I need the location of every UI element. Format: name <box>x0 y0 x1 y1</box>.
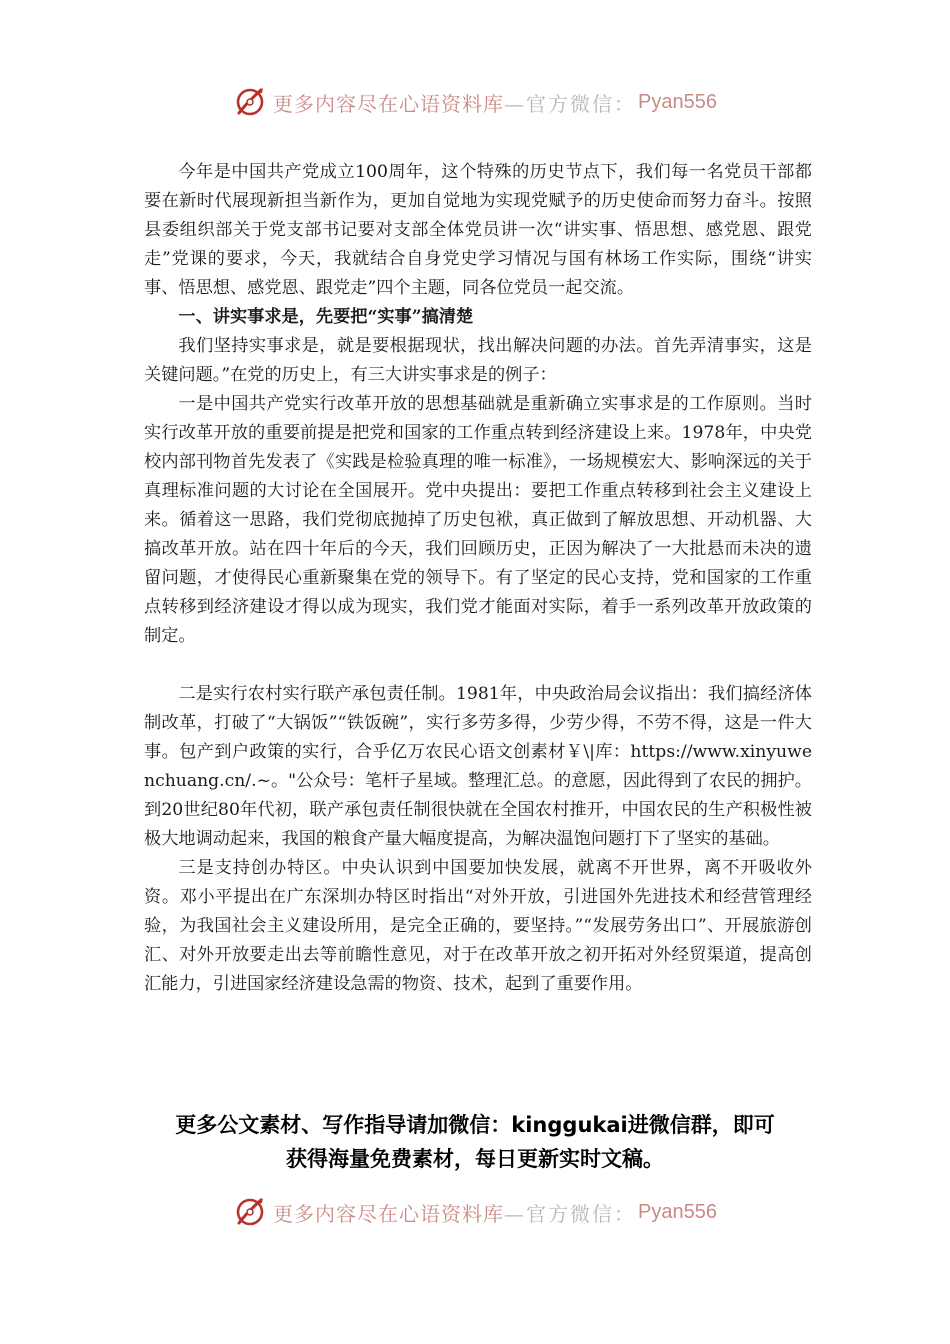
promo-block <box>140 1108 810 1176</box>
promo-line: 更多公文素材、写作指导请加微信：kinggukai进微信群，即可 <box>175 1113 775 1137</box>
document-body <box>144 158 812 999</box>
banner-wechat-label: —官方微信： <box>504 1201 637 1226</box>
footer-banner <box>0 1192 950 1232</box>
pen-circle-logo-icon <box>233 85 267 119</box>
body-paragraph: 三是支持创办特区。中央认识到中国要加快发展，就离不开世界，离不开吸收外资。邓小平提出在广东深圳办特区时指出“对外开放，引进国外先进技术和经营管理经验，为我国社会主义建设所用，是完全正确的，要坚持。”“发展劳务出口”、开展旅游创汇、对外开放要走出去等前瞻性意见，对于在改革开放之初开拓对外经贸渠道，提高创汇能力，引进国家经济建设急需的物资、技术，起到了重要作用。 <box>144 858 812 994</box>
banner-wechat-id: Pyan556 <box>638 1200 717 1223</box>
header-banner <box>0 82 950 122</box>
banner-title: 更多内容尽在心语资料库 <box>273 91 505 116</box>
banner-title: 更多内容尽在心语资料库 <box>273 1201 505 1226</box>
banner-wechat-label: —官方微信： <box>504 91 637 116</box>
section-heading: 一、讲实事求是，先要把“实事”搞清楚 <box>178 307 474 327</box>
body-paragraph: 一是中国共产党实行改革开放的思想基础就是重新确立实事求是的工作原则。当时实行改革开放的重要前提是把党和国家的工作重点转到经济建设上来。1978年，中央党校内部刊物首先发表了《实践是检验真理的唯一标准》，一场规模宏大、影响深远的关于真理标准问题的大讨论在全国展开。党中央提出：要把工作重点转移到社会主义建设上来。循着这一思路，我们党彻底抛掉了历史包袱，真正做到了解放思想、开动机器、大搞改革开放。站在四十年后的今天，我们回顾历史，正因为解决了一大批悬而未决的遗留问题，才使得民心重新聚集在党的领导下。有了坚定的民心支持，党和国家的工作重点转移到经济建设才得以成为现实，我们党才能面对实际，着手一系列改革开放政策的制定。 <box>144 394 812 646</box>
banner-wechat-id: Pyan556 <box>638 90 717 113</box>
body-paragraph: 我们坚持实事求是，就是要根据现状，找出解决问题的办法。首先弄清事实，这是关键问题。”在党的历史上，有三大讲实事求是的例子： <box>144 336 812 385</box>
body-paragraph: 二是实行农村实行联产承包责任制。1981年，中央政治局会议指出：我们搞经济体制改革，打破了“大锅饭”“铁饭碗”，实行多劳多得，少劳少得，不劳不得，这是一件大事。包产到户政策的实行，合乎亿万农民心语文创素材￥\|库：https://www.xinyuwenchuang.cn/.~。"公众号：笔杆子星域。整理汇总。的意愿，因此得到了农民的拥护。到20世纪80年代初，联产承包责任制很快就在全国农村推开，中国农民的生产积极性被极大地调动起来，我国的粮食产量大幅度提高，为解决温饱问题打下了坚实的基础。 <box>144 684 812 849</box>
pen-circle-logo-icon <box>233 1195 267 1229</box>
intro-paragraph: 今年是中国共产党成立100周年，这个特殊的历史节点下，我们每一名党员干部都要在新时代展现新担当新作为，更加自觉地为实现党赋予的历史使命而努力奋斗。按照县委组织部关于党支部书记要对支部全体党员讲一次“讲实事、悟思想、感党恩、跟党走”党课的要求，今天，我就结合自身党史学习情况与国有林场工作实际，围绕“讲实事、悟思想、感党恩、跟党走”四个主题，同各位党员一起交流。 <box>144 162 812 298</box>
promo-line: 获得海量免费素材，每日更新实时文稿。 <box>286 1147 664 1171</box>
